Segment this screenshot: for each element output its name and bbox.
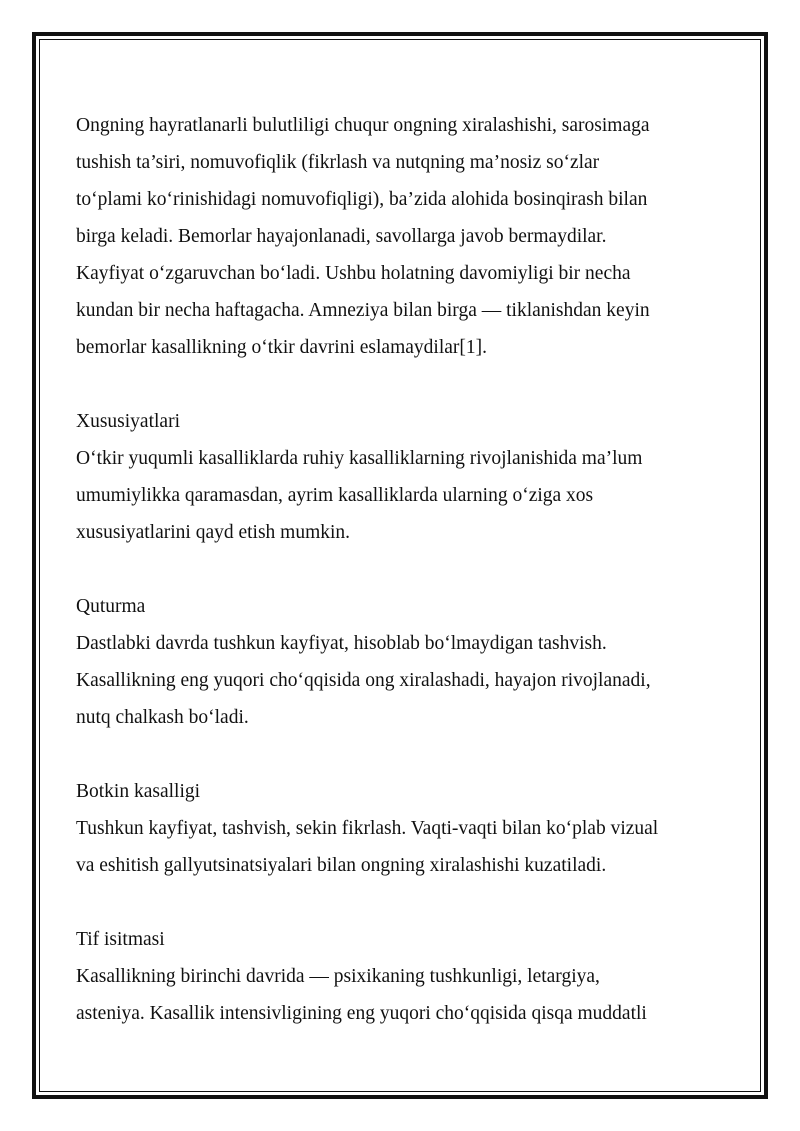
text-line: tushish ta’siri, nomuvofiqlik (fikrlash va nutqning ma’nosiz so‘zlar <box>76 152 600 173</box>
document-body <box>76 107 736 1032</box>
section-paragraph <box>76 625 736 736</box>
text-line: kundan bir necha haftagacha. Amneziya bilan birga — tiklanishdan keyin <box>76 300 650 321</box>
text-line: nutq chalkash bo‘ladi. <box>76 707 249 728</box>
text-line: va eshitish gallyutsinatsiyalari bilan ongning xiralashishi kuzatiladi. <box>76 855 607 876</box>
text-line: birga keladi. Bemorlar hayajonlanadi, savollarga javob bermaydilar. <box>76 226 607 247</box>
text-line: Dastlabki davrda tushkun kayfiyat, hisoblab bo‘lmaydigan tashvish. <box>76 633 607 654</box>
text-line: Ongning hayratlanarli bulutliligi chuqur ongning xiralashishi, sarosimaga <box>76 115 650 136</box>
section-tif-isitmasi <box>76 921 736 1032</box>
section-xususiyatlari <box>76 403 736 551</box>
intro-paragraph <box>76 107 736 366</box>
text-line: bemorlar kasallikning o‘tkir davrini eslamaydilar[1]. <box>76 337 487 358</box>
section-heading: Botkin kasalligi <box>76 781 201 802</box>
section-paragraph <box>76 958 736 1032</box>
text-line: Kasallikning eng yuqori cho‘qqisida ong xiralashadi, hayajon rivojlanadi, <box>76 670 651 691</box>
text-line: Kayfiyat o‘zgaruvchan bo‘ladi. Ushbu holatning davomiyligi bir necha <box>76 263 631 284</box>
text-line: Kasallikning birinchi davrida — psixikaning tushkunligi, letargiya, <box>76 966 600 987</box>
section-heading: Quturma <box>76 596 146 617</box>
section-paragraph <box>76 810 736 884</box>
text-line: xususiyatlarini qayd etish mumkin. <box>76 522 351 543</box>
section-quturma <box>76 588 736 736</box>
section-botkin-kasalligi <box>76 773 736 884</box>
section-heading: Xususiyatlari <box>76 411 180 432</box>
text-line: to‘plami ko‘rinishidagi nomuvofiqligi), ba’zida alohida bosinqirash bilan <box>76 189 648 210</box>
section-heading: Tif isitmasi <box>76 929 165 950</box>
text-line: umumiylikka qaramasdan, ayrim kasalliklarda ularning o‘ziga xos <box>76 485 594 506</box>
text-line: O‘tkir yuqumli kasalliklarda ruhiy kasalliklarning rivojlanishida ma’lum <box>76 448 643 469</box>
text-line: Tushkun kayfiyat, tashvish, sekin fikrlash. Vaqti-vaqti bilan ko‘plab vizual <box>76 818 659 839</box>
section-paragraph <box>76 440 736 551</box>
text-line: asteniya. Kasallik intensivligining eng yuqori cho‘qqisida qisqa muddatli <box>76 1003 647 1024</box>
